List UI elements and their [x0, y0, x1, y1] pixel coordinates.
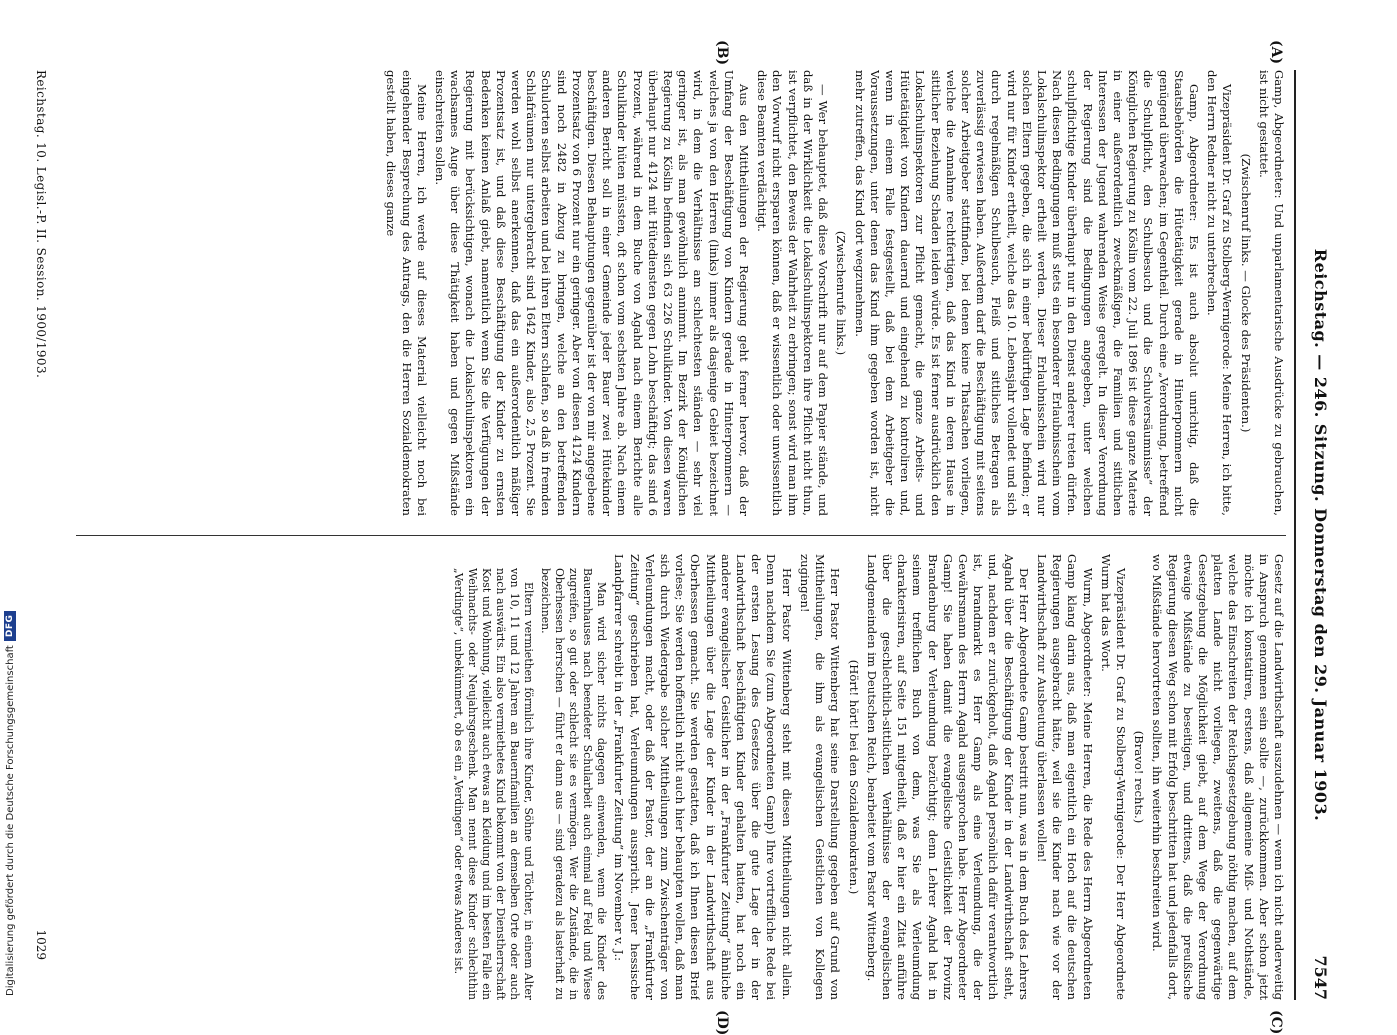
stage-direction: (Zwischenruf links. — Glocke des Präsidenten.) [1238, 153, 1253, 433]
quotation: Man wird sicher nichts dagegen einwenden, wenn die Kinder des Bauernhauses nach beendeter Schularbeit auch einmal auf Feld und Wiese zugreifen, so gut oder schlecht sie es vermögen. Wer die Zustände, die in Oberhessen herrschen — führt er dann aus — sind geradezu als lasterhaft zu bezeichnen. [539, 568, 609, 1000]
paragraph: Aus den Mittheilungen der Regierung geht ferner hervor, daß der Umfang der Beschäftigung von Kindern gerade in Hinterpommern — welches ja von den Herren (links) immer als dasjenige Gebiet bezeichnet wird, in dem die Verhältnisse am schlechtesten ständen — sehr viel geringer ist, als man gewöhnlich annimmt. Im Bezirk der Königlichen Regierung zu Köslin befinden sich 63 226 Schulkinder. Von diesen waren überhaupt nur 4124 mit Hütediensten gegen Lohn beschäftigt; das sind 6 Prozent, während in dem Buche von Agahd nach einem Berichte alle Schulkinder hüten müssten, oft schon vom sechsten Jahre ab. Nach einem anderen Bericht soll in einer Gemeinde jeder Bauer zwei Hütekinder beschäftigen. Diesen Behauptungen gegenüber ist der von mir angegebene Prozentsatz von 6 Prozent nur ein geringer. Aber von diesen 4124 Kindern sind noch 2482 in Abzug zu bringen, welche an den betreffenden Schulorten selbst arbeiten und bei ihren Eltern schlafen, so daß in fremden Schlafräumen nur untergebracht sind 1642 Kinder, also 2,5 Prozent. Sie werden wohl selbst anerkennen, daß das ein außerordentlich mäßiger Prozentsatz ist, und daß diese Beschäftigung der Kinder zu ernsten Bedenken keinen Anlaß giebt, namentlich wenn Sie die Verfügungen der Regierung mit berücksichtigen, wonach die Lokalschulinspektoren ein wachsames Auge über diese Thätigkeit haben und gegen Mißstände einschreiten sollen. [433, 70, 752, 516]
page-header [1296, 70, 1330, 1000]
column-divider [76, 535, 1286, 536]
stage-direction: (Bravo! rechts.) [1132, 730, 1147, 824]
dfg-logo-icon: DFG [4, 611, 16, 642]
page-number-top: 7547 [1311, 955, 1330, 1000]
margin-mark-a: (A) [1268, 40, 1284, 65]
digitization-notice [4, 611, 16, 996]
paragraph: Gamp, Abgeordneter: Und unparlamentarische Ausdrücke zu gebrauchen, ist nicht gestattet. [1256, 70, 1286, 516]
notice-text: Digitalisierung gefördert durch die Deutsche Forschungsgemeinschaft [4, 645, 16, 996]
page-footer [18, 70, 48, 1000]
paragraph: Meine Herren, ich werde auf dieses Material vielleicht noch bei eingehender Besprechung des Antrags, den die Herren Sozialdemokraten gestellt haben, dieses ganze [384, 70, 429, 516]
paragraph: Gesetz auf die Landwirthschaft auszudehnen — wenn ich nicht anderweitig in Anspruch genommen sein sollte —, zurückkommen. Aber schon jetzt möchte ich konstatiren, erstens, daß allgemeine Miß- und Nothstände, welche das Einschreiten der Reichsgesetzgebung nöthig machen, auf dem platten Lande nicht vorliegen, zweitens, daß die gegenwärtige Gesetzgebung die Möglichkeit giebt, auf dem Wege der Verordnung etwaige Mißstände zu beseitigen, und drittens, daß die preußische Regierung diesen Weg schon mit Erfolg beschritten hat und jedenfalls dort, wo Mißstände hervortreten sollten, ihn weiterhin beschreiten wird. [1150, 554, 1286, 1000]
right-column [56, 554, 1286, 1000]
paragraph: — Wer behauptet, daß diese Vorschrift nur auf dem Papier stände, und daß in der Wirklichkeit die Lokalschulinspektoren ihre Pflicht nicht thun, ist verpflichtet, den Beweis der Wahrheit zu erbringen; sonst wird man ihm den Vorwurf nicht ersparen können, daß er wissentlich oder unwissentlich diese Beamten verdächtigt. [755, 70, 831, 516]
margin-mark-c: (C) [1268, 1010, 1284, 1035]
rotated-scanned-page [0, 40, 1330, 1035]
running-title: Reichstag. — 246. Sitzung. Donnerstag den 29. Januar 1903. [1311, 248, 1330, 822]
header-rule [1294, 70, 1296, 1000]
left-column [56, 70, 1286, 516]
stage-direction: (Zwischenrufe links.) [834, 230, 849, 356]
paragraph: Herr Pastor Wittenberg hat seine Darstellung gegeben auf Grund von Mittheilungen, die ihm als evangelischen Geistlichen von Kollegen zugingen! [797, 554, 843, 1000]
paragraph: Wurm, Abgeordneter: Meine Herren, die Rede des Herrn Abgeordneten Gamp klang darin aus, daß man eigentlich ein Hoch auf die deutschen Regierungen ausgebracht hätte, weil sie die Kinder nach wie vor der Landwirthschaft zur Ausbeutung überlassen wollen! [1034, 554, 1095, 1000]
paragraph: Gamp, Abgeordneter: Es ist auch absolut unrichtig, daß die Staatsbehörden die Hütetätigkeit gerade in Hinterpommern nicht genügend überwachen; im Gegentheil. Durch eine „Verordnung, betreffend die Schulpflicht, den Schulbesuch und die Schulversäumnisse“ der Königlichen Regierung zu Köslin vom 22. Juli 1896 ist diese ganze Materie in einer außerordentlich zweckmäßigen, die Familien und sittlichen Interessen der Jugend wahrenden Weise geregelt. In dieser Verordnung der Regierung sind die Bedingungen angegeben, unter welchen schulpflichtige Kinder überhaupt nur in den Dienst anderer treten dürfen. Nach diesen Bedingungen muß stets ein besonderer Erlaubnisschein vom Lokalschulinspektor ertheilt werden. Dieser Erlaubnisschein wird nur solchen Eltern gegeben, die sich in einer bedürftigen Lage befinden; er wird nur für Kinder ertheilt, welche das 10. Lebensjahr vollendet und sich durch regelmäßigen Schulbesuch, Fleiß und sittliches Betragen als zuverlässig erwiesen haben. Außerdem darf die Beschäftigung mit seitens solcher Arbeitgeber stattfinden, bei denen keine Thatsachen vorliegen, welche die Annahme rechtfertigen, daß das Kind in deren Hause in sittlicher Beziehung Schaden leiden würde. Es ist ferner ausdrücklich den Lokalschulinspektoren zur Pflicht gemacht, die ganze Arbeits- und Hütetätigkeit von Kindern dauernd und eingehend zu kontroliren und, wenn in einem Falle festgestellt, daß bei dem Arbeitgeber die Voraussetzungen, unter denen das Kind ihm gegeben worden ist, nicht mehr zutreffen, das Kind dort wegzunehmen. [852, 70, 1201, 516]
page-number-bottom: 1029 [34, 929, 48, 960]
paragraph: Herr Pastor Wittenberg steht mit diesen Mittheilungen nicht allein. Denn nachdem Sie (zum Abgeordneten Gamp) Ihre vortreffliche Rede bei der ersten Lesung des Gesetzes über die gute Lage der in der Landwirthschaft beschäftigten Kinder gehalten hatten, hat noch ein anderer evangelischer Geistlicher in der „Frankfurter Zeitung“ ähnliche Mittheilungen über die Lage der Kinder in der Landwirthschaft aus Oberhessen gemacht. Sie werden gestatten, daß ich Ihnen diesen Brief vorlese; Sie werden hoffentlich nicht auch hier behaupten wollen, daß man sich durch Wiedergabe solcher Mittheilungen zum Zwischenträger von Verleumdungen macht, oder daß der Pastor, der an die „Frankfurter Zeitung“ geschrieben hat, Verleumdungen ausspricht. Jener hessische Landpfarrer schreibt in der „Frankfurter Zeitung“ im November v. J.: [612, 554, 794, 1000]
margin-mark-d: (D) [714, 1010, 730, 1035]
margin-mark-b: (B) [714, 40, 730, 66]
paragraph: Der Herr Abgeordnete Gamp bestritt nun, was in dem Buch des Lehrers Agahd über die Beschäftigung der Kinder in der Landwirthschaft steht, und, nachdem er zurückgeholt, daß Agahd persönlich dafür verantwortlich ist, brandmarkt es Herr Gamp als eine Verleumdung, die der Gewährsmann des Herrn Agahd ausgesprochen habe. Herr Abgeordneter Gamp! Sie haben damit die evangelische Geistlichkeit der Provinz Brandenburg der Verleumdung bezüchtigt; denn Lehrer Agahd hat in seinem trefflichen Buch von dem, was Sie als Verleumdung charakterisiren, auf Seite 151 mitgetheilt, daß er hier ein Zitat anführe über die geschlechtlich-sittlichen Verhältnisse der evangelischen Landgemeinden im Deutschen Reich, bearbeitet vom Pastor Wittenberg. [864, 554, 1031, 1000]
quotation: Eltern vermiethen förmlich ihre Kinder, Söhne und Töchter, in einem Alter von 10, 11 und 12 Jahren an Bauernfamilien an demselben Orte oder auch nach auswärts. Ein also vermiethetes Kind bekommt von der Dienstherrschaft Kost und Wohnung, vielleicht auch etwas an Kleidung und im besten Falle ein Weihnachts- oder Neujahrsgeschenk. Man nennt diese Kinder schlechthin „Verdingte“, unbekümmert, ob es ein „Verdingen“ oder etwas Anderes ist. [452, 568, 536, 1000]
stage-direction: (Hört! hört! bei den Sozialdemokraten.) [846, 659, 861, 895]
paragraph: Vizepräsident Dr. Graf zu Stolberg-Wernigerode: Meine Herren, ich bitte, den Herrn Redner nicht zu unterbrechen. [1205, 70, 1235, 516]
paragraph: Vizepräsident Dr. Graf zu Stolberg-Wernigerode: Der Herr Abgeordnete Wurm hat das Wort. [1098, 554, 1128, 1000]
footer-session: Reichstag. 10. Legisl.-P. II. Session. 1900/1903. [34, 70, 48, 379]
